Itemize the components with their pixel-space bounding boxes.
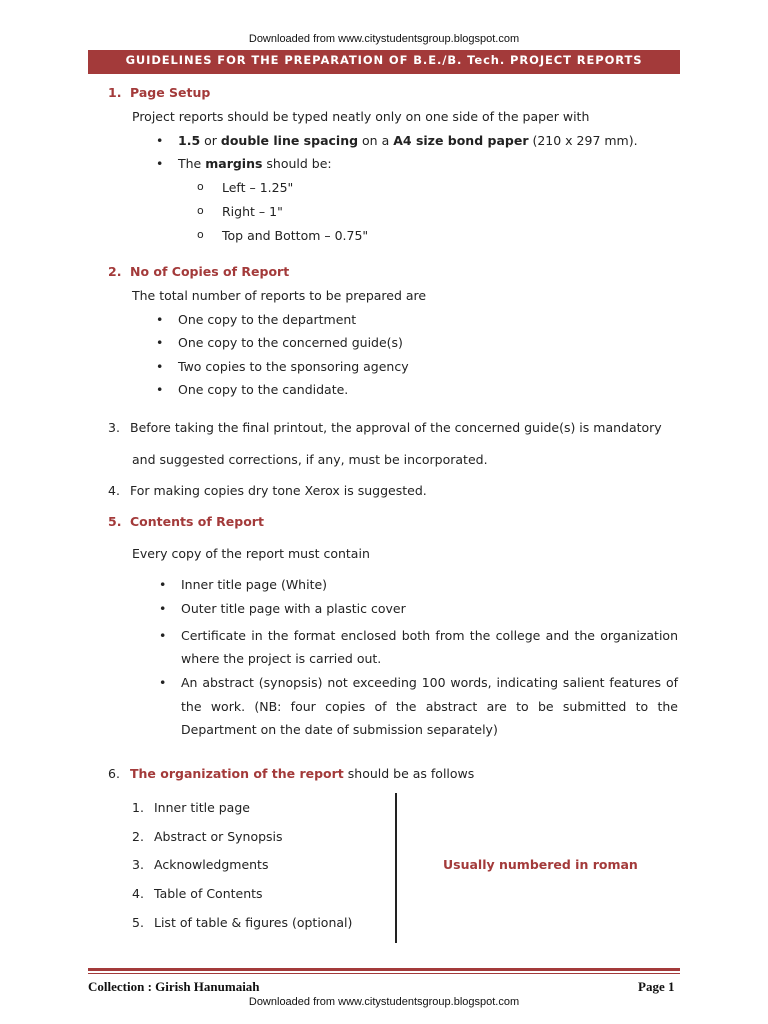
table-row: 3. Acknowledgments bbox=[132, 857, 269, 872]
section-6-heading: 6. The organization of the report should be as follows bbox=[108, 766, 475, 781]
table-row: 4. Table of Contents bbox=[132, 886, 263, 901]
list-item: • Outer title page with a plastic cover bbox=[181, 601, 406, 616]
source-note-bottom: Downloaded from www.citystudentsgroup.blogspot.com bbox=[248, 996, 520, 1008]
list-item: • One copy to the candidate. bbox=[178, 382, 348, 397]
list-item: • Certificate in the format enclosed both from the college and the organization where the project is carried out. bbox=[181, 624, 678, 670]
footer-collection: Collection : Girish Hanumaiah bbox=[88, 979, 260, 994]
footer-rule-thin bbox=[88, 973, 680, 974]
section-3-line-1: 3. Before taking the final printout, the approval of the concerned guide(s) is mandatory bbox=[108, 420, 662, 435]
page-title-banner: GUIDELINES FOR THE PREPARATION OF B.E./B. Tech. PROJECT REPORTS bbox=[88, 50, 680, 74]
table-divider bbox=[395, 793, 397, 943]
section-1-heading bbox=[108, 85, 210, 100]
table-row: 2. Abstract or Synopsis bbox=[132, 829, 283, 844]
list-item: • One copy to the department bbox=[178, 312, 356, 327]
roman-numbering-note: Usually numbered in roman bbox=[443, 857, 638, 872]
table-row: 1. Inner title page bbox=[132, 800, 250, 815]
list-item: • One copy to the concerned guide(s) bbox=[178, 335, 403, 350]
list-item: • Inner title page (White) bbox=[181, 577, 327, 592]
list-item: • 1.5 or double line spacing on a A4 size bond paper (210 x 297 mm). bbox=[178, 133, 638, 148]
section-number: 1. bbox=[108, 85, 122, 100]
table-row: 5. List of table & figures (optional) bbox=[132, 915, 353, 930]
section-4: 4. For making copies dry tone Xerox is suggested. bbox=[108, 483, 427, 498]
section-title: Page Setup bbox=[130, 85, 211, 100]
footer-rule bbox=[88, 968, 680, 971]
section-5-heading: 5. Contents of Report bbox=[108, 514, 264, 529]
section-3-line-2: and suggested corrections, if any, must be incorporated. bbox=[132, 452, 488, 467]
list-item: • Two copies to the sponsoring agency bbox=[178, 359, 409, 374]
margin-item: o Left – 1.25" bbox=[222, 180, 293, 195]
source-note-top: Downloaded from www.citystudentsgroup.blogspot.com bbox=[248, 33, 520, 45]
list-item: • The margins should be: bbox=[178, 156, 332, 171]
list-item: • An abstract (synopsis) not exceeding 100 words, indicating salient features of the work. (NB: four copies of the abstract are to be submitted to the Department on the date of submission separately) bbox=[181, 671, 678, 742]
margin-item: o Right – 1" bbox=[222, 204, 283, 219]
section-2-intro: The total number of reports to be prepared are bbox=[132, 288, 427, 303]
section-1-intro: Project reports should be typed neatly only on one side of the paper with bbox=[132, 109, 590, 124]
footer-page-number: Page 1 bbox=[638, 979, 675, 994]
margin-item: o Top and Bottom – 0.75" bbox=[222, 228, 368, 243]
section-5-intro: Every copy of the report must contain bbox=[132, 546, 370, 561]
section-2-heading: 2. No of Copies of Report bbox=[108, 264, 290, 279]
